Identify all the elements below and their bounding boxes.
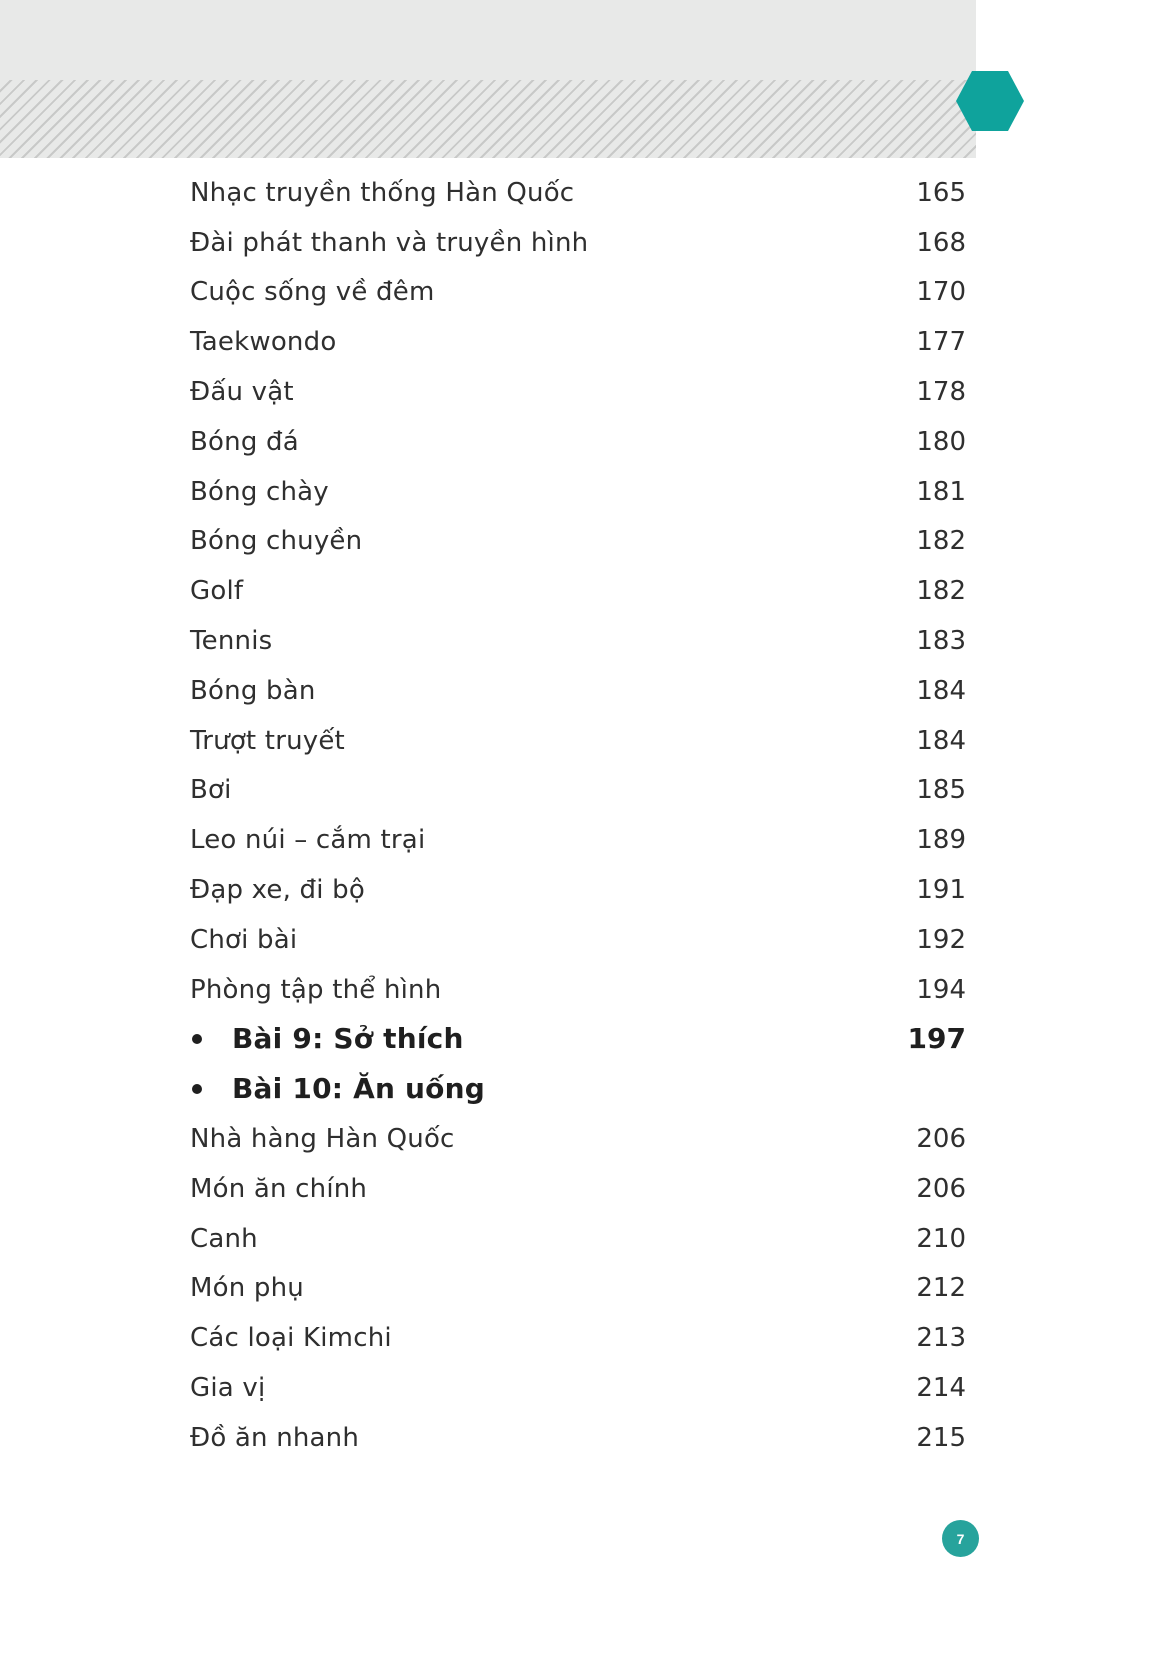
toc-row[interactable] <box>190 367 966 417</box>
toc-entry-page: 206 <box>916 1124 966 1155</box>
toc-entry-title: Bơi <box>190 775 232 806</box>
toc-entry-title: Canh <box>190 1223 258 1254</box>
toc-entry-page: 206 <box>916 1173 966 1204</box>
toc-row[interactable] <box>190 467 966 517</box>
toc-entry-title: Món ăn chính <box>190 1173 368 1204</box>
toc-entry-page: 170 <box>916 277 966 308</box>
toc-entry-title: Trượt truyết <box>190 725 345 756</box>
table-of-contents <box>190 168 966 1463</box>
toc-row[interactable] <box>190 517 966 567</box>
toc-entry-title: Đạp xe, đi bộ <box>190 875 365 906</box>
toc-entry-page: 184 <box>916 725 966 756</box>
toc-row[interactable] <box>190 1214 966 1264</box>
header-stripes <box>0 80 976 158</box>
toc-entry-page: 168 <box>916 227 966 258</box>
toc-entry-page: 197 <box>907 1022 966 1056</box>
toc-entry-title: Bóng chuyền <box>190 526 363 557</box>
toc-entry-page: 192 <box>916 924 966 955</box>
toc-entry-page: 210 <box>916 1223 966 1254</box>
toc-entry-page: 182 <box>916 526 966 557</box>
hexagon-icon <box>955 70 1025 132</box>
toc-row[interactable] <box>190 1114 966 1164</box>
toc-entry-page: 191 <box>916 875 966 906</box>
toc-entry-title: Chơi bài <box>190 924 298 955</box>
toc-entry-title: Đồ ăn nhanh <box>190 1422 360 1453</box>
toc-chapter-row[interactable] <box>190 1015 966 1065</box>
toc-row[interactable] <box>190 317 966 367</box>
toc-row[interactable] <box>190 566 966 616</box>
toc-row[interactable] <box>190 268 966 318</box>
toc-entry-title: Leo núi – cắm trại <box>190 825 426 856</box>
toc-row[interactable] <box>190 965 966 1015</box>
toc-row[interactable] <box>190 1313 966 1363</box>
toc-row[interactable] <box>190 865 966 915</box>
toc-entry-title: Taekwondo <box>190 327 337 358</box>
toc-entry-page: 212 <box>916 1273 966 1304</box>
toc-row[interactable] <box>190 417 966 467</box>
toc-entry-title: Bài 10: Ăn uống <box>232 1072 485 1106</box>
toc-row[interactable] <box>190 218 966 268</box>
toc-entry-page: 178 <box>916 377 966 408</box>
toc-entry-page: 182 <box>916 576 966 607</box>
toc-entry-page: 213 <box>916 1323 966 1354</box>
toc-entry-title: Bài 9: Sở thích <box>232 1022 464 1056</box>
toc-entry-title: Bóng bàn <box>190 675 316 706</box>
toc-entry-page: 194 <box>916 974 966 1005</box>
toc-entry-title: Bóng đá <box>190 426 299 457</box>
toc-entry-page: 177 <box>916 327 966 358</box>
toc-row[interactable] <box>190 168 966 218</box>
toc-entry-page: 165 <box>916 177 966 208</box>
toc-entry-title: Đấu vật <box>190 377 294 408</box>
page-number-badge: 7 <box>942 1520 979 1557</box>
toc-entry-title: Các loại Kimchi <box>190 1323 392 1354</box>
toc-row[interactable] <box>190 1264 966 1314</box>
toc-entry-page: 215 <box>916 1422 966 1453</box>
toc-entry-title: Nhạc truyền thống Hàn Quốc <box>190 177 575 208</box>
toc-row[interactable] <box>190 915 966 965</box>
toc-entry-page: 180 <box>916 426 966 457</box>
toc-entry-page: 181 <box>916 476 966 507</box>
toc-chapter-row[interactable] <box>190 1064 966 1114</box>
toc-entry-page: 184 <box>916 675 966 706</box>
toc-row[interactable] <box>190 1413 966 1463</box>
toc-entry-title: Cuộc sống về đêm <box>190 277 435 308</box>
toc-entry-page: 214 <box>916 1373 966 1404</box>
toc-entry-title: Nhà hàng Hàn Quốc <box>190 1124 455 1155</box>
toc-entry-page: 185 <box>916 775 966 806</box>
toc-row[interactable] <box>190 616 966 666</box>
toc-row[interactable] <box>190 1363 966 1413</box>
toc-entry-title: Bóng chày <box>190 476 329 507</box>
toc-entry-title: Món phụ <box>190 1273 304 1304</box>
toc-entry-title: Đài phát thanh và truyền hình <box>190 227 589 258</box>
toc-row[interactable] <box>190 666 966 716</box>
toc-row[interactable] <box>190 766 966 816</box>
toc-entry-title: Gia vị <box>190 1373 266 1404</box>
toc-row[interactable] <box>190 815 966 865</box>
toc-entry-title: Golf <box>190 576 244 607</box>
toc-entry-page: 189 <box>916 825 966 856</box>
toc-entry-page: 183 <box>916 626 966 657</box>
toc-row[interactable] <box>190 1164 966 1214</box>
toc-entry-title: Phòng tập thể hình <box>190 974 442 1005</box>
toc-entry-title: Tennis <box>190 626 273 657</box>
toc-row[interactable] <box>190 716 966 766</box>
